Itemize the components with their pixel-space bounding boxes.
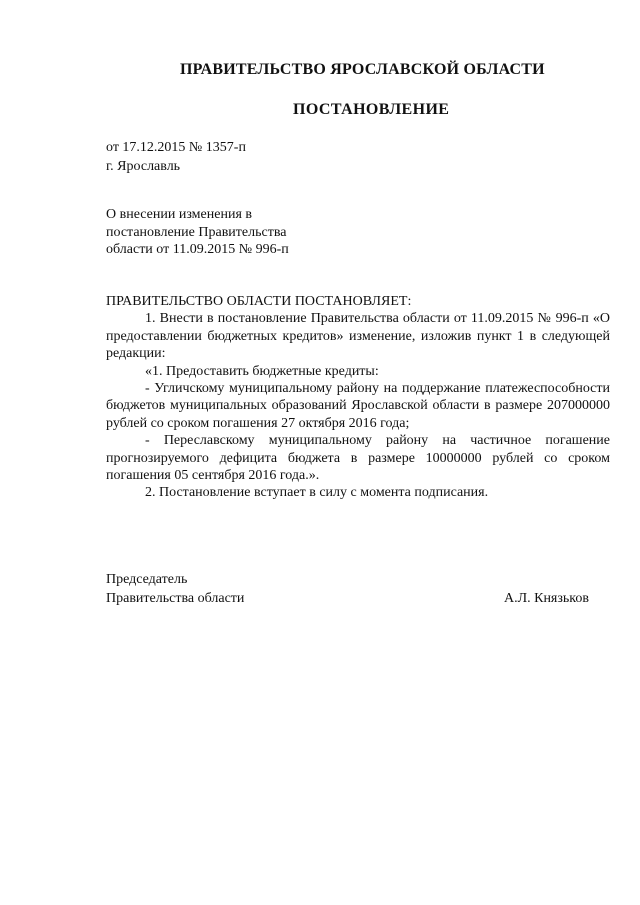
paragraph-item-2: 2. Постановление вступает в силу с момента подписания. (145, 485, 489, 501)
quote-intro: «1. Предоставить бюджетные кредиты: (145, 363, 379, 379)
city: г. Ярославль (106, 159, 181, 174)
document-subject (106, 206, 289, 259)
subject-line: постановление Правительства (106, 224, 287, 240)
header-org: ПРАВИТЕЛЬСТВО ЯРОСЛАВСКОЙ ОБЛАСТИ (180, 61, 545, 78)
signature-title-line: Председатель (106, 572, 188, 587)
paragraph-item-1: 1. Внести в постановление Правительства области от 11.09.2015 № 996-п «О предоставлении бюджетных кредитов» изменение, изложив пункт 1 в следующей редакции: (106, 311, 610, 362)
signature-name: А.Л. Князьков (504, 591, 589, 606)
date-number: от 17.12.2015 № 1357-п (106, 140, 246, 155)
document-body (106, 293, 610, 502)
signature-title (106, 570, 244, 608)
subject-line: области от 11.09.2015 № 996-п (106, 242, 289, 257)
preamble: ПРАВИТЕЛЬСТВО ОБЛАСТИ ПОСТАНОВЛЯЕТ: (106, 294, 412, 309)
bullet-item: - Переславскому муниципальному району на частичное погашение прогнозируемого дефицита бюджета в размере 10000000 рублей со сроком погашения 05 сентября 2016 года.». (106, 433, 610, 484)
bullet-item: - Угличскому муниципальному району на поддержание платежеспособности бюджетов муниципальных образований Ярославской области в размере 207000000 рублей со сроком погашения 27 октября 2016 года; (106, 381, 610, 431)
document-meta (106, 138, 246, 176)
signature-title-line: Правительства области (106, 591, 245, 606)
subject-line: О внесении изменения в (106, 207, 252, 222)
document-type-title: ПОСТАНОВЛЕНИЕ (293, 101, 450, 118)
